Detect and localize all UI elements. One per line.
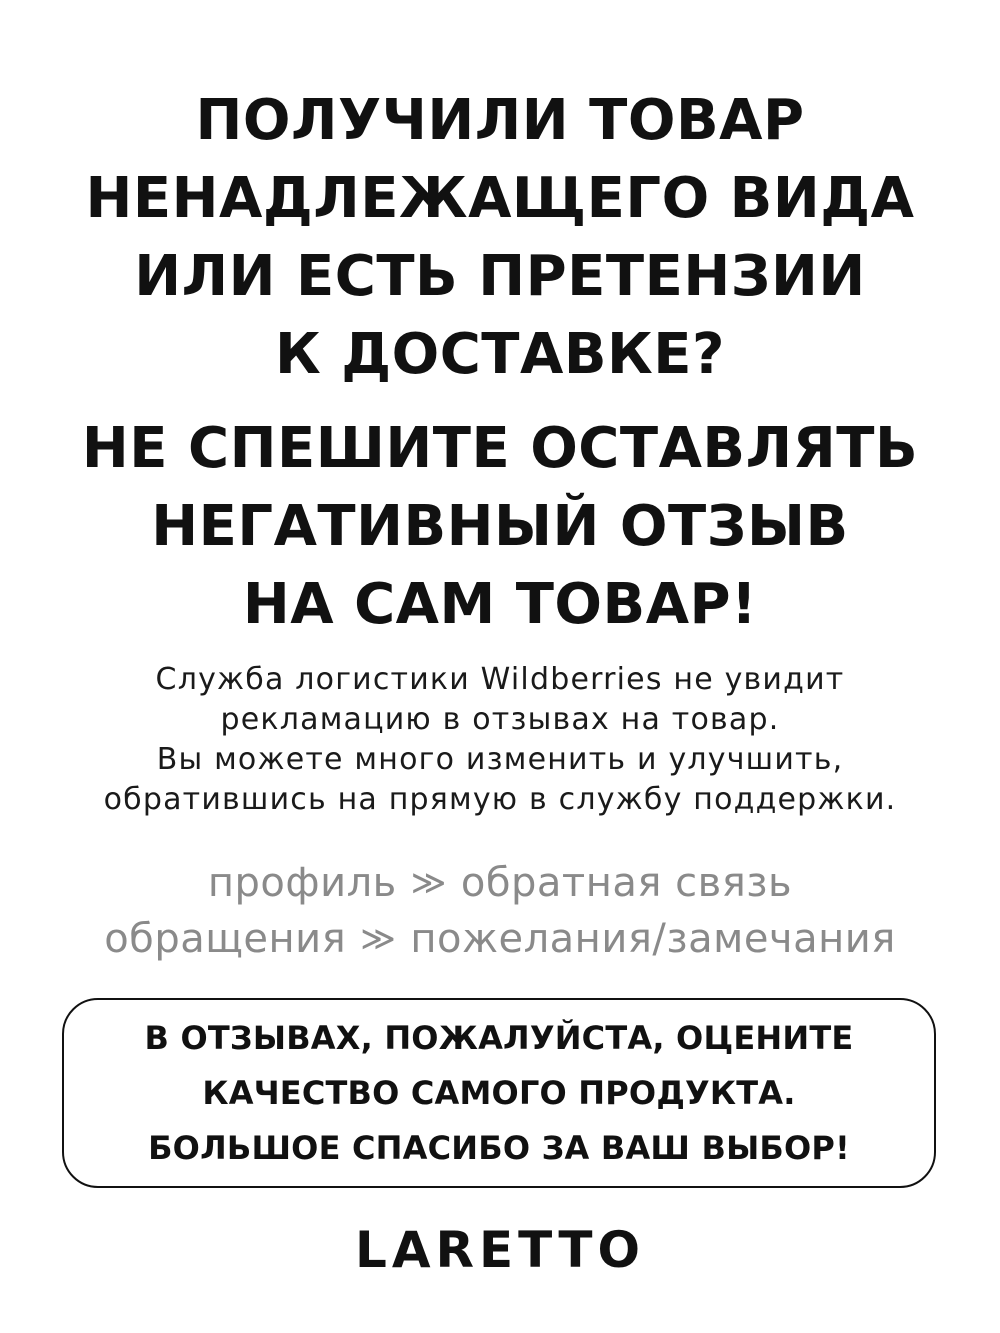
- notice-line: БОЛЬШОЕ СПАСИБО ЗА ВАШ ВЫБОР!: [148, 1128, 850, 1167]
- path-step-profile: профиль: [207, 860, 397, 906]
- body-text-line: Вы можете много изменить и улучшить,: [156, 742, 844, 777]
- notice-line: В ОТЗЫВАХ, ПОЖАЛУЙСТА, ОЦЕНИТЕ: [144, 1018, 854, 1057]
- headline-question-line: К ДОСТАВКЕ?: [274, 322, 726, 387]
- double-chevron-right-icon: ≫: [360, 919, 397, 959]
- body-text: [0, 660, 1000, 820]
- notice-line: КАЧЕСТВО САМОГО ПРОДУКТА.: [202, 1073, 796, 1112]
- body-text-line: Служба логистики Wildberries не увидит: [155, 662, 845, 697]
- headline-question-line: ИЛИ ЕСТЬ ПРЕТЕНЗИИ: [134, 244, 866, 309]
- brand-logo: LARETTO: [354, 1221, 646, 1279]
- headline-warning-line: НЕГАТИВНЫЙ ОТЗЫВ: [151, 494, 849, 559]
- headline-question: [0, 82, 1000, 394]
- body-text-line: рекламацию в отзывах на товар.: [220, 702, 780, 737]
- support-path-requests: [0, 914, 1000, 964]
- headline-question-line: ПОЛУЧИЛИ ТОВАР: [195, 88, 805, 153]
- notice-box: [62, 998, 936, 1188]
- headline-warning: [0, 410, 1000, 644]
- path-step-requests: обращения: [104, 916, 347, 962]
- headline-warning-line: НЕ СПЕШИТЕ ОСТАВЛЯТЬ: [81, 416, 919, 481]
- body-text-line: обратившись на прямую в службу поддержки.: [103, 782, 897, 817]
- path-step-suggestions: пожелания/замечания: [410, 916, 896, 962]
- double-chevron-right-icon: ≫: [410, 863, 447, 903]
- headline-warning-line: НА САМ ТОВАР!: [242, 572, 758, 637]
- support-path-profile: [0, 858, 1000, 908]
- path-step-feedback: обратная связь: [460, 860, 793, 906]
- headline-question-line: НЕНАДЛЕЖАЩЕГО ВИДА: [85, 166, 915, 231]
